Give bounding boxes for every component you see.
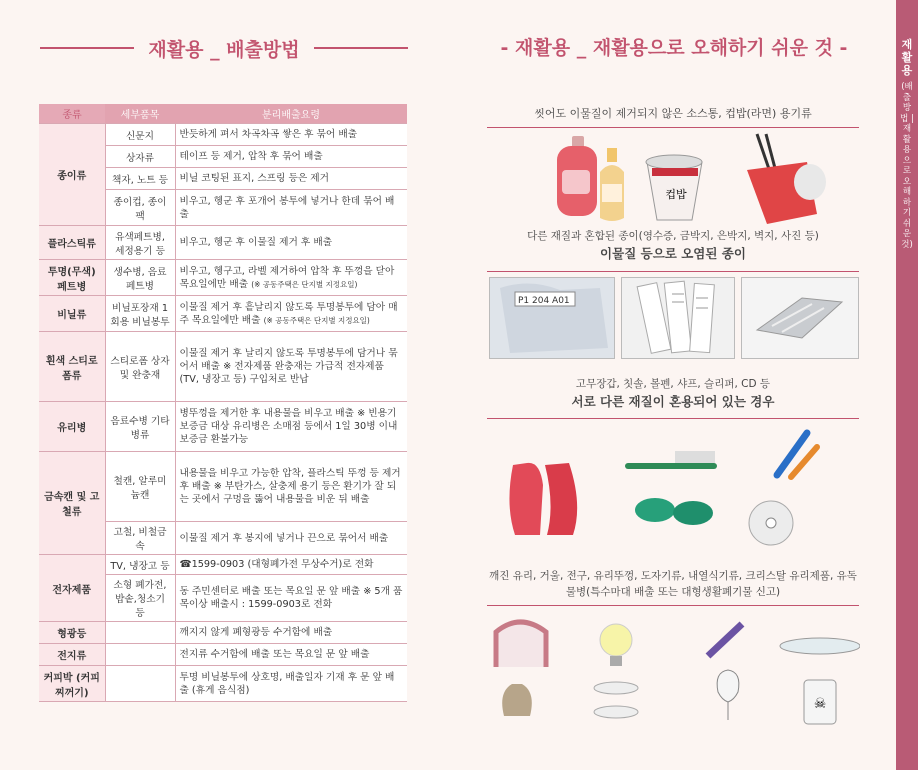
category-main xyxy=(487,105,859,121)
item-cell: 유색페트병, 세정용기 등 xyxy=(105,226,175,260)
type-cell: 비닐류 xyxy=(39,296,105,332)
divider xyxy=(487,127,859,128)
side-tab-title: 재활용 xyxy=(901,38,913,77)
method-cell: 반듯하게 펴서 차곡차곡 쌓은 후 묶어 배출 xyxy=(175,124,407,146)
sauce-cup-noodle-illustration xyxy=(552,132,842,227)
type-cell: 형광등 xyxy=(39,622,105,644)
method-text: 이물질 제거 후 흩날리지 않도록 투명봉투에 담아 매주 목요일에만 배출 xyxy=(179,301,398,326)
category-container-containers xyxy=(487,104,859,121)
glass-items-illustration xyxy=(490,612,860,732)
header-method: 분리배출요령 xyxy=(175,104,407,124)
table-row xyxy=(39,260,407,296)
item-cell: 소형 폐가전, 밥솥,청소기 등 xyxy=(105,575,175,622)
table-row xyxy=(39,622,407,644)
method-cell xyxy=(175,296,407,332)
method-cell: 동 주민센터로 배출 또는 목요일 문 앞 배출 ※ 5개 품목이상 배출시 : 1599-0903로 전화 xyxy=(175,575,407,622)
divider xyxy=(487,418,859,419)
item-cell xyxy=(105,666,175,702)
header-item: 세부품목 xyxy=(105,104,175,124)
cup-label: 컵밥 xyxy=(665,188,687,201)
method-cell: 비우고, 헹군 후 이물질 제거 후 배출 xyxy=(175,226,407,260)
table-row xyxy=(39,332,407,402)
recycling-table xyxy=(39,104,407,702)
header-type: 종류 xyxy=(39,104,105,124)
svg-text:☠: ☠ xyxy=(813,696,827,712)
category-sub: 다른 재질과 혼합된 종이(영수증, 금박지, 은박지, 벽지, 사진 등) xyxy=(527,230,819,242)
method-cell: 투명 비닐봉투에 상호명, 배출일자 기재 후 문 앞 배출 (휴게 음식점) xyxy=(175,666,407,702)
type-cell: 흰색 스티로폼류 xyxy=(39,332,105,402)
table-row xyxy=(39,666,407,702)
table-row xyxy=(39,452,407,522)
table-row xyxy=(39,402,407,452)
method-cell: 이물질 제거 후 봉지에 넣거나 끈으로 묶어서 배출 xyxy=(175,522,407,555)
item-cell xyxy=(105,622,175,644)
type-cell: 전지류 xyxy=(39,644,105,666)
item-cell: 종이컵, 종이팩 xyxy=(105,190,175,226)
item-cell: 고철, 비철금속 xyxy=(105,522,175,555)
type-cell: 커피박 (커피찌꺼기) xyxy=(39,666,105,702)
method-cell: 내용물을 비우고 가능한 압착, 플라스틱 뚜껑 등 제거 후 배출 ※ 부탄가스, 살충제 용기 등은 환기가 잘 되는 곳에서 구멍을 뚫어 내용물을 비운 뒤 배출 xyxy=(175,452,407,522)
bag-label: P1 204 A01 xyxy=(518,296,570,306)
table-row xyxy=(39,124,407,146)
foil-photo xyxy=(741,277,859,359)
item-cell: 철캔, 알루미늄캔 xyxy=(105,452,175,522)
item-cell: 신문지 xyxy=(105,124,175,146)
item-cell: 비닐포장재 1회용 비닐봉투 xyxy=(105,296,175,332)
type-cell: 종이류 xyxy=(39,124,105,226)
receipts-photo xyxy=(621,277,735,359)
method-cell: 병뚜껑을 제거한 후 내용물을 비우고 배출 ※ 빈용기보증금 대상 유리병은 소매점 등에서 1일 30병 이내 보증금 환불가능 xyxy=(175,402,407,452)
method-note: (※ 공동주택은 단지별 지정요일) xyxy=(251,279,358,289)
method-cell: 비닐 코팅된 표지, 스프링 등은 제거 xyxy=(175,168,407,190)
table-header-row xyxy=(39,104,407,124)
table-row xyxy=(39,226,407,260)
type-cell: 플라스틱류 xyxy=(39,226,105,260)
item-cell: 상자류 xyxy=(105,146,175,168)
left-section-title xyxy=(40,34,408,62)
method-note: (※ 공동주택은 단지별 지정요일) xyxy=(263,315,370,325)
table-row xyxy=(39,555,407,575)
type-cell: 유리병 xyxy=(39,402,105,452)
table-row xyxy=(39,296,407,332)
type-cell: 금속캔 및 고철류 xyxy=(39,452,105,555)
gloves-toothbrush-pen-illustration xyxy=(495,425,835,565)
item-cell: 생수병, 음료페트병 xyxy=(105,260,175,296)
title-line-left xyxy=(40,47,134,49)
method-cell: 테이프 등 제거, 압착 후 묶어 배출 xyxy=(175,146,407,168)
category-contaminated-paper xyxy=(487,228,859,262)
divider xyxy=(487,271,859,272)
title-line-right xyxy=(314,47,408,49)
table-row xyxy=(39,644,407,666)
item-cell: 책자, 노트 등 xyxy=(105,168,175,190)
type-cell: 투명(무색) 페트병 xyxy=(39,260,105,296)
category-sub: 씻어도 이물질이 제거되지 않은 소스통, 컵밥(라면) 용기류 xyxy=(534,107,812,120)
item-cell: 음료수병 기타병류 xyxy=(105,402,175,452)
side-tab xyxy=(896,0,918,770)
plastic-bag-photo xyxy=(489,277,615,359)
right-section-title: - 재활용 _ 재활용으로 오해하기 쉬운 것 - xyxy=(500,37,848,59)
category-main: 서로 다른 재질이 혼용되어 있는 경우 xyxy=(571,394,775,409)
method-cell xyxy=(175,260,407,296)
method-text: 비우고, 헹구고, 라벨 제거하여 압착 후 뚜껑을 닫아 목요일에만 배출 xyxy=(179,265,395,290)
category-mixed-material xyxy=(487,376,859,410)
category-sub: 고무장갑, 칫솔, 볼펜, 샤프, 슬리퍼, CD 등 xyxy=(575,378,771,390)
category-main: 이물질 등으로 오염된 종이 xyxy=(600,246,746,261)
left-title-text: 재활용 _ 배출방법 xyxy=(148,38,300,61)
side-tab-subtitle: (배출방법 | 재활용으로 오해하기쉬운것) xyxy=(900,82,914,250)
method-cell: 이물질 제거 후 날리지 않도록 투명봉투에 담거나 묶어서 배출 ※ 전자제품 완충재는 가급적 전자제품(TV, 냉장고 등) 구입처로 반납 xyxy=(175,332,407,402)
item-cell: TV, 냉장고 등 xyxy=(105,555,175,575)
divider xyxy=(487,605,859,606)
item-cell xyxy=(105,644,175,666)
method-cell: ☎1599-0903 (대형폐가전 무상수거)로 전화 xyxy=(175,555,407,575)
category-sub: 깨진 유리, 거울, 전구, 유리뚜껑, 도자기류, 내열식기류, 크리스탈 유리제품, 유독물병(특수마대 배출 또는 대형생활폐기물 신고) xyxy=(489,570,857,598)
method-cell: 비우고, 헹군 후 포개어 봉투에 넣거나 한데 묶어 배출 xyxy=(175,190,407,226)
method-cell: 전지류 수거함에 배출 또는 목요일 문 앞 배출 xyxy=(175,644,407,666)
category-glass-ceramic xyxy=(487,568,859,600)
item-cell: 스티로폼 상자 및 완충재 xyxy=(105,332,175,402)
method-cell: 깨지지 않게 폐형광등 수거함에 배출 xyxy=(175,622,407,644)
type-cell: 전자제품 xyxy=(39,555,105,622)
